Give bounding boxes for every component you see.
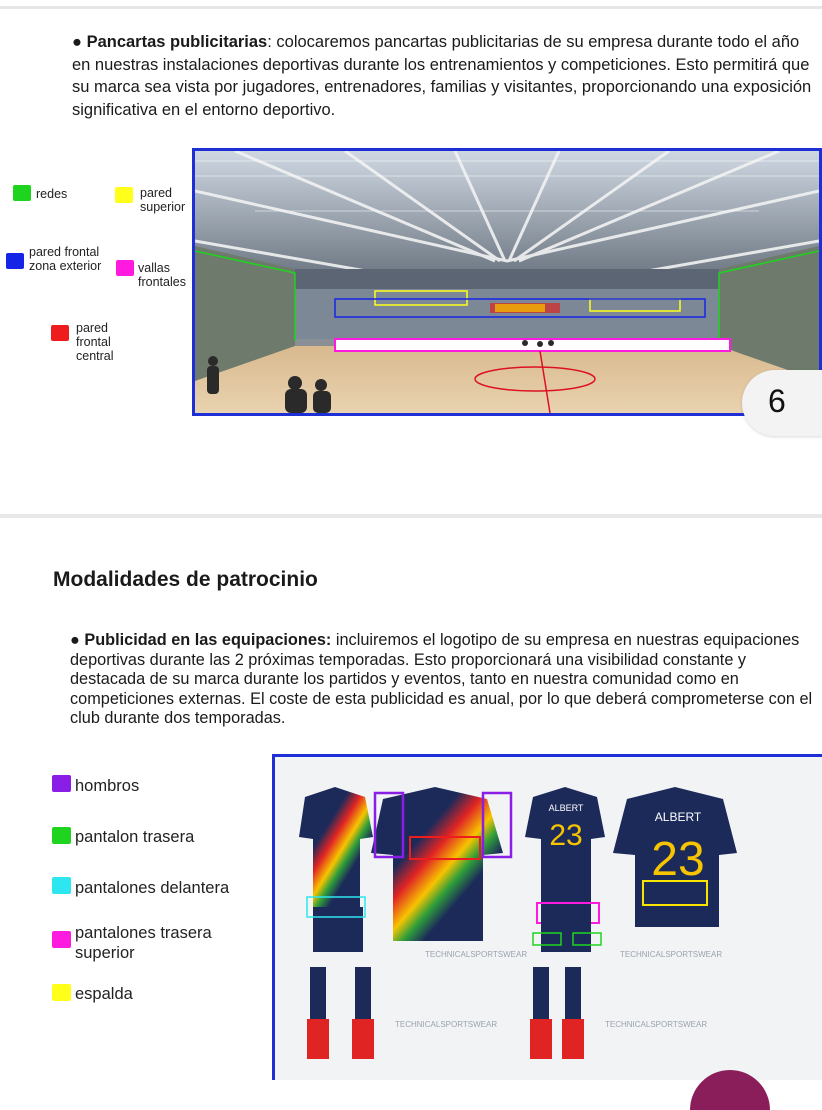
paragraph-equipaciones: ● Publicidad en las equipaciones: incluiremos el logotipo de su empresa en nuestras equipaciones deportivas durante las 2 próximas temporadas. Esto proporcionará una visibilidad constante y destacada de su marca durante los partidos y eventos, tanto en nuestra comunidad como en competiciones externas. El coste de esta publicidad es anual, por lo que deberá comprometerse con el club durante dos temporadas. xyxy=(70,631,813,727)
watermark-text: TECHNICALSPORTSWEAR xyxy=(605,1020,708,1029)
kit-number-small: 23 xyxy=(549,819,583,852)
sports-hall-illustration xyxy=(195,151,819,413)
top-divider xyxy=(0,6,822,9)
bullet-title: Pancartas publicitarias xyxy=(86,33,268,51)
legend-label-vallas-frontales: vallas frontales xyxy=(138,261,186,289)
legend-swatch-espalda xyxy=(52,984,71,1001)
legend-swatch-pantalones-trasera-superior xyxy=(52,931,71,948)
legend-label-pared-frontal-central: pared frontal central xyxy=(76,321,114,363)
bullet-body: : colocaremos pancartas publicitarias de su empresa durante todo el año en nuestras instalaciones deportivas durante los entrenamientos y competiciones. Esto permitirá que su marca sea vista por jugadores, entrenadores, familias y visitantes, proporcionando una exposición significativa en el entorno deportivo. xyxy=(72,33,812,119)
legend-swatch-pared-superior xyxy=(115,187,133,203)
legend-swatch-pared-frontal-exterior xyxy=(6,253,24,269)
kit-illustration xyxy=(275,757,822,1080)
legend-label-pantalones-delantera: pantalones delantera xyxy=(75,879,230,897)
kit-mockup xyxy=(272,754,822,1080)
legend-label-hombros: hombros xyxy=(75,777,140,795)
watermark-text: TECHNICALSPORTSWEAR xyxy=(425,950,528,959)
page-separator xyxy=(0,514,822,518)
legend-label-pared-superior: pared superior xyxy=(140,186,186,214)
legend-label-pared-frontal-exterior: pared frontal zona exterior xyxy=(29,245,102,273)
legend-label-pantalon-trasera: pantalon trasera xyxy=(75,828,195,846)
legend-swatch-redes xyxy=(13,185,31,201)
bullet-body: incluiremos el logotipo de su empresa en nuestras equipaciones deportivas durante las 2 próximas temporadas. Esto proporcionará una visibilidad constante y destacada de su marca durante los partidos y eventos, tanto en nuestra comunidad como en competiciones externas. El coste de esta publicidad es anual, por lo que deberá comprometerse con el club durante dos temporadas. xyxy=(70,631,813,727)
watermark-text: TECHNICALSPORTSWEAR xyxy=(395,1020,498,1029)
kit-number-large: 23 xyxy=(651,833,705,886)
legend-label-pantalones-trasera-superior: pantalones trasera superior xyxy=(75,924,212,962)
legend-swatch-pantalon-trasera xyxy=(52,827,71,844)
kit-name-large: ALBERT xyxy=(654,810,702,824)
legend-swatch-hombros xyxy=(52,775,71,792)
legend-label-espalda: espalda xyxy=(75,985,133,1003)
page-number: 6 xyxy=(768,383,786,419)
legend-swatch-pantalones-delantera xyxy=(52,877,71,894)
watermark-text: TECHNICALSPORTSWEAR xyxy=(620,950,723,959)
paragraph-pancartas: ● Pancartas publicitarias: colocaremos pancartas publicitarias de su empresa durante todo el año en nuestras instalaciones deportivas durante los entrenamientos y competiciones. Esto permitirá que su marca sea vista por jugadores, entrenadores, familias y visitantes, proporcionando una exposición significativa en el entorno deportivo. xyxy=(72,33,812,119)
sports-hall-photo xyxy=(192,148,822,416)
kit-name-small: ALBERT xyxy=(548,803,584,813)
bullet-title: Publicidad en las equipaciones: xyxy=(84,631,332,649)
section-title: Modalidades de patrocinio xyxy=(53,568,318,591)
legend-swatch-pared-frontal-central xyxy=(51,325,69,341)
legend-swatch-vallas-frontales xyxy=(116,260,134,276)
page-number-badge xyxy=(742,370,822,436)
legend-label-redes: redes xyxy=(36,187,68,201)
